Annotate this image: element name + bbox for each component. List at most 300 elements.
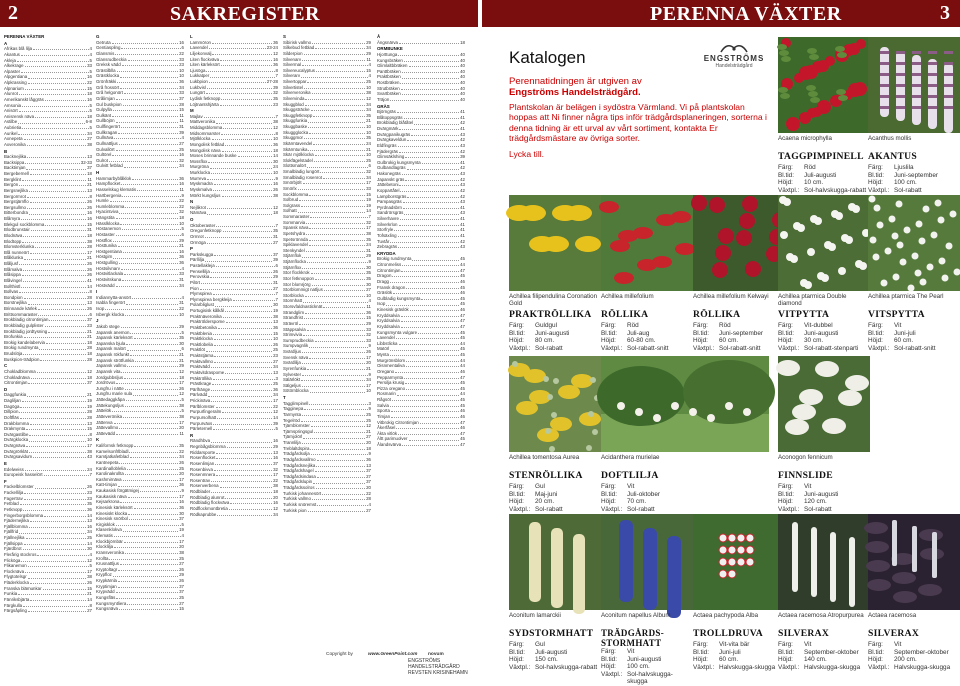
index-page: 46 <box>460 290 465 296</box>
index-leader <box>398 143 460 147</box>
index-page: 14 <box>366 208 371 214</box>
index-leader <box>207 85 272 89</box>
index-page: 25 <box>179 595 184 601</box>
index-leader <box>221 62 272 66</box>
index-page: 10 <box>179 73 184 79</box>
index-term: Klematis <box>96 533 113 539</box>
index-term: Riddarsporte <box>190 450 215 456</box>
index-page: 20 <box>366 440 371 446</box>
index-leader <box>395 369 459 373</box>
index-leader <box>314 429 365 433</box>
index-page: 12 <box>179 369 184 375</box>
index-heading: GRÄS <box>377 104 465 110</box>
index-leader <box>405 380 459 384</box>
plant-photo <box>693 514 785 610</box>
index-term: Jakob stege <box>96 324 120 330</box>
index-term: Blåljusf <box>4 261 18 267</box>
index-page: 47 <box>460 313 465 319</box>
index-leader <box>207 240 272 244</box>
index-leader <box>22 239 86 243</box>
index-term: Drakmynta <box>4 426 25 432</box>
index-leader <box>20 404 86 408</box>
index-leader <box>28 300 86 304</box>
index-page: 38 <box>87 239 92 245</box>
index-page: 35 <box>366 113 371 119</box>
index-leader <box>399 149 459 153</box>
index-leader <box>24 136 87 140</box>
index-term: Tegelröd <box>283 418 300 424</box>
index-term: Plymspirea <box>190 291 212 297</box>
index-page: 38 <box>87 449 92 455</box>
index-leader <box>398 431 459 435</box>
index-term: Bergstjärnflo <box>4 199 29 205</box>
fact-label: Bl.tid: <box>868 649 894 657</box>
index-page: 31 <box>179 124 184 130</box>
index-term: Silververonika <box>283 90 311 96</box>
index-page: 17 <box>366 383 371 389</box>
index-page: 37 <box>87 317 92 323</box>
index-page: 10 <box>366 293 371 299</box>
catalog-heading: Katalogen <box>509 48 586 68</box>
index-page: 12 <box>87 369 92 375</box>
index-term: Glansmis <box>96 51 114 57</box>
index-term: Indiannytta-ansört <box>96 295 131 301</box>
index-leader <box>116 380 178 384</box>
index-page: 35 <box>179 335 184 341</box>
index-page: 34 <box>273 392 278 398</box>
index-term: Krypvädd <box>96 589 115 595</box>
plant-fact-height <box>693 656 785 664</box>
index-page: 28 <box>87 409 92 415</box>
index-leader <box>304 315 365 319</box>
index-leader <box>317 502 367 506</box>
index-page: 29 <box>273 444 278 450</box>
index-leader <box>116 147 179 151</box>
index-term: Syrenfunkia <box>283 366 306 372</box>
index-term: Pärlhänge <box>190 387 210 393</box>
index-term: Dagöga <box>4 404 19 410</box>
index-page: 5 <box>90 563 92 569</box>
index-leader <box>119 606 178 610</box>
index-leader <box>316 485 366 489</box>
index-term: Rosenverbena <box>190 483 219 489</box>
index-page: 45 <box>460 403 465 409</box>
index-term: Jättekungsljus <box>96 403 124 409</box>
index-leader <box>49 317 86 321</box>
index-page: 11 <box>366 57 371 63</box>
fact-value: Ljuslila <box>894 164 960 172</box>
index-leader <box>220 57 272 61</box>
index-leader <box>17 58 89 62</box>
index-leader <box>222 409 272 413</box>
index-term: Strävröl <box>283 321 298 327</box>
index-leader <box>21 69 88 73</box>
index-page: 38 <box>273 193 278 199</box>
index-page: 4 <box>90 46 92 52</box>
plant-fact-zone <box>868 345 960 353</box>
index-page: 22 <box>179 449 184 455</box>
index-page: 37 <box>366 468 371 474</box>
index-term: Svensk näva <box>283 355 308 361</box>
index-page: 40 <box>460 52 465 58</box>
index-leader <box>121 45 180 49</box>
fact-value: Halvskugga-skugga <box>894 664 960 672</box>
index-term: Oregano <box>377 369 394 375</box>
index-term: Trädgårdshagel <box>283 468 314 474</box>
index-page: 21 <box>87 392 92 398</box>
index-leader <box>323 304 365 308</box>
index-term: Spiklavendel <box>283 242 308 248</box>
index-term: Fagertrav <box>4 496 23 502</box>
index-leader <box>124 539 178 543</box>
index-page: 31 <box>87 227 92 233</box>
index-leader <box>25 86 86 90</box>
index-column-5 <box>377 33 465 645</box>
index-term: Kryddsalvia <box>377 324 400 330</box>
index-term: Stjärnflocka <box>283 259 306 265</box>
index-page: 4 <box>90 52 92 58</box>
plant-photo <box>778 37 870 133</box>
index-page: 16 <box>179 40 184 46</box>
index-leader <box>30 597 86 601</box>
index-term: Trannlilja <box>283 440 301 446</box>
index-term: Citrontimjan <box>4 380 27 386</box>
index-leader <box>20 501 86 505</box>
index-term: Kaukasisk förgätmigej <box>96 488 139 494</box>
index-page: 21 <box>87 329 92 335</box>
index-page: 31 <box>273 280 278 286</box>
index-leader <box>24 255 86 259</box>
index-leader <box>115 51 178 55</box>
fact-value: Sol-rabatt-snitt <box>719 345 785 353</box>
index-page: 12 <box>366 96 371 102</box>
index-term: Lukbpion <box>190 79 208 85</box>
index-term: Pärllilja <box>190 257 204 263</box>
index-page: 40 <box>460 74 465 80</box>
index-term: Stor fetknoppon <box>283 276 314 282</box>
index-term: Zebragräs <box>377 244 397 250</box>
index-leader <box>30 250 86 254</box>
index-term: Flerårig stockros <box>4 552 36 558</box>
index-term: Stormhatt <box>283 298 302 304</box>
index-entry <box>377 244 465 250</box>
plant-swedish-name: DOFTLILJA <box>601 470 693 481</box>
index-term: Panttbräken <box>377 69 401 75</box>
plant-fact-bloom <box>509 491 601 499</box>
plant-photo <box>778 514 870 610</box>
index-term: Funkia <box>4 591 17 597</box>
index-page: 34 <box>366 377 371 383</box>
plant-fact-zone <box>601 345 693 353</box>
index-term: Europeisk hasselört <box>4 472 43 478</box>
fact-value: Vit <box>894 641 960 649</box>
index-page: 27 <box>273 286 278 292</box>
index-leader <box>134 335 179 339</box>
index-term: Doftfläs <box>4 415 19 421</box>
index-term: Isabla fingerört <box>96 300 125 306</box>
index-term: Glimsäklshing <box>377 154 404 160</box>
index-term: Skärmtunika <box>283 147 307 153</box>
index-page: 18 <box>460 40 465 46</box>
index-entry <box>4 142 92 148</box>
index-leader <box>109 158 178 162</box>
index-leader <box>406 285 459 289</box>
index-leader <box>225 495 272 499</box>
index-term: Smörlx <box>283 186 297 192</box>
index-term: Tagglimpinell <box>283 401 308 407</box>
index-term: Prästkrage <box>190 381 211 387</box>
plant-fact-height <box>868 337 960 345</box>
index-leader <box>320 169 365 173</box>
index-page: 12 <box>273 205 278 211</box>
plant-fact-bloom <box>693 330 785 338</box>
index-page: 20 <box>273 495 278 501</box>
index-page: 16 <box>273 438 278 444</box>
index-page: 15 <box>87 222 92 228</box>
fact-value: Sol-halvskugga-rabatt <box>535 664 601 672</box>
index-entry <box>4 454 92 460</box>
fact-value: 140 cm. <box>804 656 870 664</box>
index-page: 33 <box>366 338 371 344</box>
index-page: 41 <box>460 109 465 115</box>
logo-brand: ENGSTRÖMS <box>700 54 768 63</box>
index-term: Mossflox <box>190 159 207 165</box>
index-term: Björngräs <box>377 109 396 115</box>
plant-fact-height <box>601 337 693 345</box>
index-term: Gultörel <box>96 152 111 158</box>
index-leader <box>117 68 179 72</box>
index-term: Gulrot <box>96 158 108 164</box>
left-page-header <box>0 0 478 27</box>
index-term: Slokfägelstadel <box>283 158 313 164</box>
index-page: 38 <box>273 483 278 489</box>
fact-value: Juli-aug <box>627 330 693 338</box>
index-page: 18 <box>273 148 278 154</box>
index-term: Humleblomma <box>96 204 124 210</box>
plant-fact-height <box>509 498 601 506</box>
index-page: 7 <box>276 291 278 297</box>
index-page: 21 <box>87 182 92 188</box>
index-term: Kryptoltagr <box>96 567 117 573</box>
index-leader <box>27 154 86 158</box>
index-page: 32 <box>179 158 184 164</box>
index-term: Fetknopp <box>4 507 22 513</box>
plant-fact-zone <box>778 664 870 672</box>
index-term: Blodtopp <box>4 239 21 245</box>
index-leader <box>45 222 86 226</box>
index-page: 25 <box>366 79 371 85</box>
index-page: 5 <box>182 397 184 403</box>
fact-value: 20 cm. <box>535 498 601 506</box>
index-leader <box>29 432 88 436</box>
index-page: 30 <box>366 265 371 271</box>
plant-fact-color <box>778 641 870 649</box>
index-leader <box>116 595 178 599</box>
index-page: 16 <box>87 97 92 103</box>
index-page: 22 <box>273 404 278 410</box>
index-leader <box>31 375 86 379</box>
index-page: 47 <box>460 324 465 330</box>
index-leader <box>404 115 459 119</box>
index-page: 16 <box>273 57 278 63</box>
index-page: 32-33 <box>81 160 92 166</box>
index-page: 32 <box>179 209 184 215</box>
index-term: Skär mjölklocka <box>283 152 314 158</box>
index-page: 10 <box>366 85 371 91</box>
index-page: 17 <box>87 250 92 256</box>
fact-value: Halvskugga-skugga <box>719 664 785 672</box>
index-page: 41 <box>460 222 465 228</box>
index-page: 45 <box>460 380 465 386</box>
index-page: 18 <box>87 171 92 177</box>
index-term: Japansk vita <box>96 369 120 375</box>
index-page: 16 <box>273 181 278 187</box>
index-leader <box>214 252 272 256</box>
index-term: Blomsterklunka <box>4 244 34 250</box>
index-leader <box>109 556 178 560</box>
index-entry <box>377 40 465 46</box>
index-leader <box>396 425 459 429</box>
index-page: 45 <box>460 256 465 262</box>
index-leader <box>113 572 178 576</box>
index-term: Stjärnflox <box>283 265 301 271</box>
index-leader <box>214 342 272 346</box>
index-leader <box>402 69 459 73</box>
fact-value: Gul <box>535 641 601 649</box>
plant-fact-zone <box>509 664 601 672</box>
index-page: 46 <box>460 408 465 414</box>
index-page: 29 <box>366 321 371 327</box>
index-page: 45 <box>460 285 465 291</box>
index-leader <box>30 518 86 522</box>
index-leader <box>226 319 272 323</box>
index-term: Fingerborgsblomma <box>4 513 43 519</box>
index-page: 29 <box>366 253 371 259</box>
index-page: 24 <box>366 242 371 248</box>
index-page: 15 <box>366 192 371 198</box>
index-leader <box>117 79 178 83</box>
plant-fact-bloom <box>778 172 870 180</box>
index-term: Hakonegräs <box>377 171 401 177</box>
index-page: 17 <box>179 420 184 426</box>
index-leader <box>322 491 365 495</box>
index-leader <box>405 154 459 158</box>
index-term: Pion <box>190 286 199 292</box>
index-page: 36 <box>179 482 184 488</box>
plant-fact-zone <box>868 187 960 195</box>
index-page: 3 <box>276 376 278 382</box>
plant-photo <box>778 356 870 452</box>
index-term: Jättevädd <box>96 431 115 437</box>
index-page: 32 <box>366 332 371 338</box>
index-leader <box>123 414 178 418</box>
index-entry <box>96 163 184 169</box>
fact-label: Bl.tid: <box>601 656 627 664</box>
fact-label: Höjd: <box>778 656 804 664</box>
index-leader <box>207 176 274 180</box>
index-leader <box>24 490 86 494</box>
index-leader <box>316 68 365 72</box>
index-page: 9 <box>369 372 371 378</box>
index-term: Praktstjärna <box>190 353 213 359</box>
index-term: Grålimjan <box>96 96 115 102</box>
index-leader <box>309 355 365 359</box>
index-term: Rödbladig alunrot <box>190 495 224 501</box>
index-leader <box>216 450 272 454</box>
index-entry <box>96 312 184 318</box>
fact-label: Växtpl.: <box>509 345 535 353</box>
index-page: 36 <box>366 457 371 463</box>
index-leader <box>401 268 459 272</box>
index-term: Silvermal <box>283 62 301 68</box>
index-leader <box>218 325 272 329</box>
index-term: Axnepeta <box>4 136 23 142</box>
index-page: 13 <box>273 370 278 376</box>
index-page: 37 <box>273 461 278 467</box>
index-page: 28 <box>366 496 371 502</box>
index-term: Storblocka <box>283 293 304 299</box>
index-page: 36 <box>179 260 184 266</box>
index-term: Citronmeliss <box>377 262 401 268</box>
index-page: 29 <box>366 51 371 57</box>
index-term: Klasenklokva <box>96 527 122 533</box>
index-leader <box>134 505 179 509</box>
plant-facts <box>509 322 601 352</box>
index-page: 27-28 <box>267 79 278 85</box>
index-page: 23 <box>179 62 184 68</box>
index-term: Fjällfrid <box>4 529 18 535</box>
fact-value: Juni-september <box>719 330 785 338</box>
index-term: Flocknäva <box>4 569 24 575</box>
fact-value: 100 cm. <box>894 179 960 187</box>
index-leader <box>33 46 88 50</box>
index-term: Bitterbondra <box>4 210 28 216</box>
index-leader <box>113 254 178 258</box>
index-term: Greksk vädd <box>96 62 121 68</box>
index-page: 27 <box>87 608 92 614</box>
index-leader <box>25 63 87 67</box>
index-term: Mynta <box>377 352 389 358</box>
index-page: 18 <box>273 489 278 495</box>
index-page: 35 <box>366 237 371 243</box>
index-leader <box>124 90 178 94</box>
index-term: Äkta vitlök <box>377 431 397 437</box>
index-leader <box>208 392 272 396</box>
plant-fact-zone <box>509 345 601 353</box>
index-leader <box>22 103 88 107</box>
index-term: Pilört <box>190 280 200 286</box>
plant-swedish-name: VITPYTTA <box>778 309 870 320</box>
index-term: Koppartåtel <box>377 188 399 194</box>
index-leader <box>309 225 365 229</box>
index-leader <box>129 449 178 453</box>
index-leader <box>311 107 366 111</box>
sponsor-1: www.GreenPoint.com <box>368 652 417 657</box>
index-term: Salvia <box>377 403 389 409</box>
index-page: 42 <box>460 165 465 171</box>
fact-label: Färg: <box>778 164 804 172</box>
index-page: 12 <box>273 51 278 57</box>
index-leader <box>30 421 86 425</box>
index-term: Citrontimjan <box>377 268 400 274</box>
fact-value: 30 cm. <box>804 337 870 345</box>
plant-photo <box>601 195 693 291</box>
index-term: Tuvtår <box>377 239 389 245</box>
index-page: 20 <box>366 360 371 366</box>
index-leader <box>209 79 266 83</box>
index-term: Chokladblomma <box>4 369 36 375</box>
left-page-number: 2 <box>8 2 18 25</box>
